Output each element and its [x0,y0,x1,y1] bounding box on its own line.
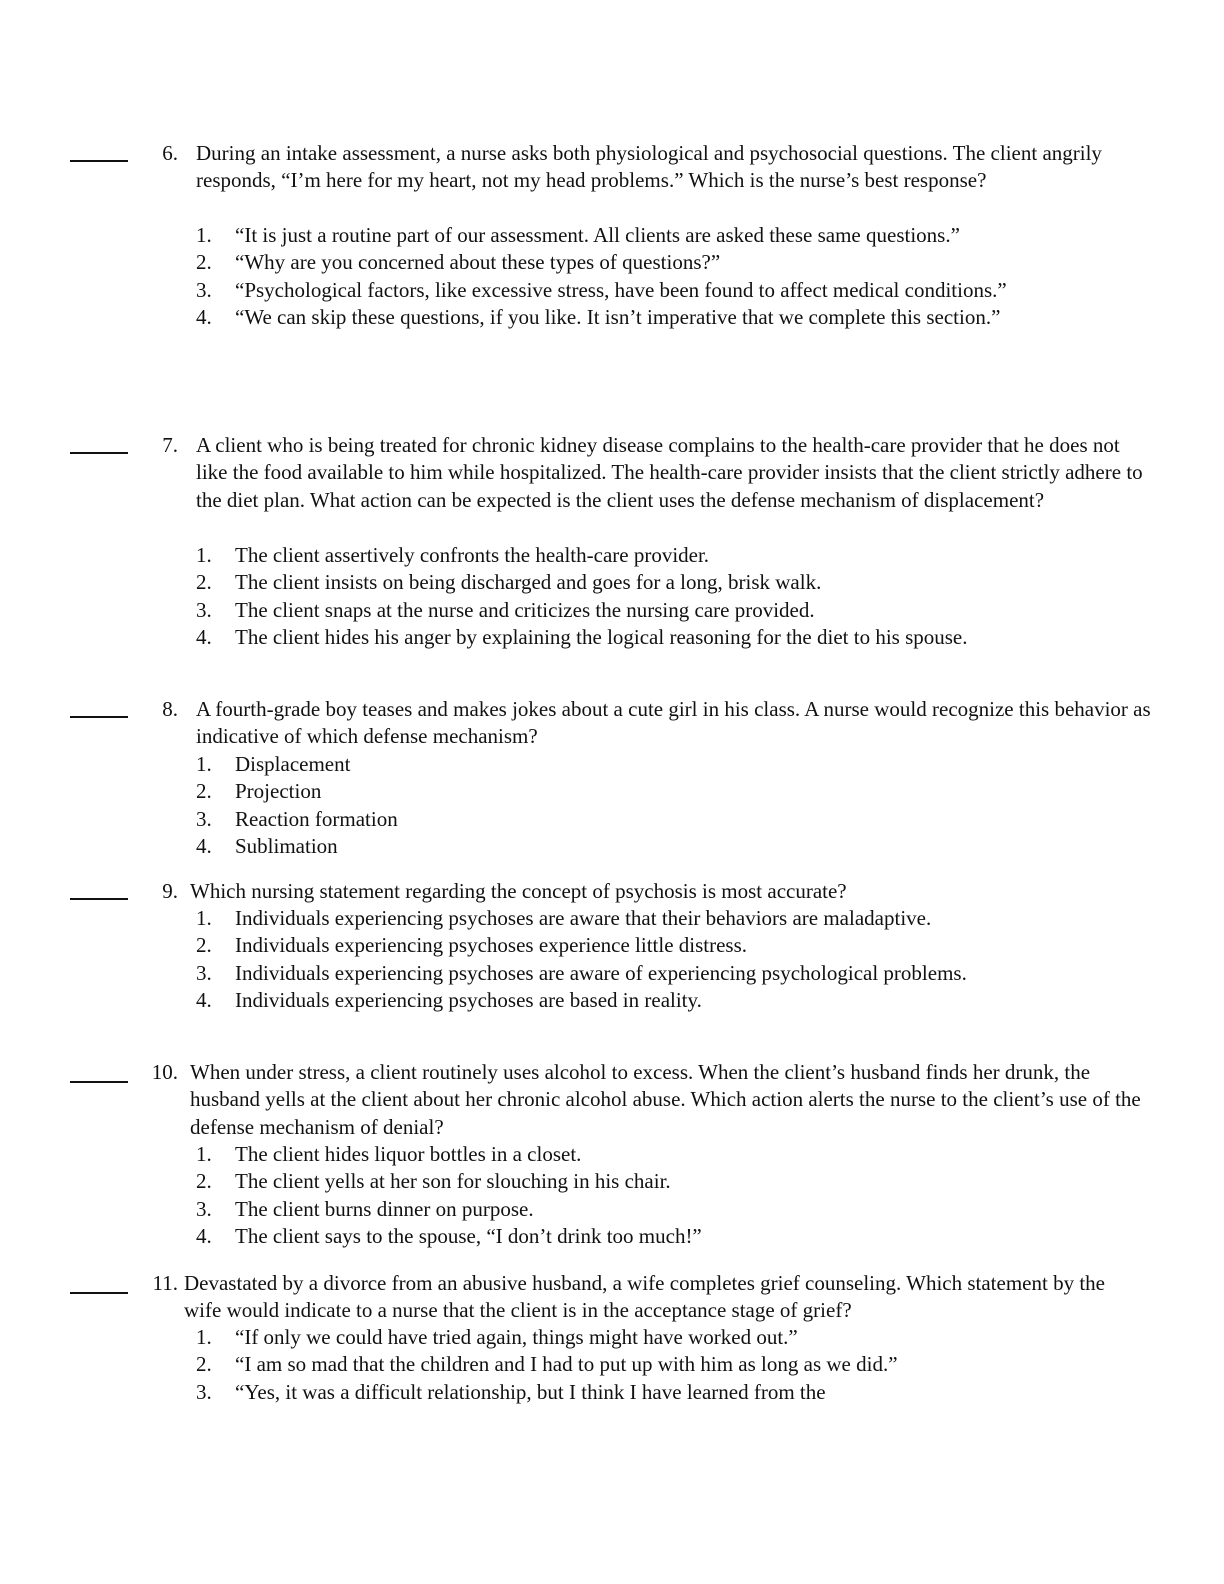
option-number: 4. [196,305,212,330]
option-text: “If only we could have tried again, things might have worked out.” [235,1325,798,1349]
option-number: 2. [196,1352,212,1377]
option-number: 3. [196,277,212,302]
question-number: 8. [162,697,178,721]
answer-option [196,778,1016,805]
answer-option [196,1196,1016,1223]
answer-options [196,222,1016,332]
answer-options [196,1324,1096,1406]
option-text: The client snaps at the nurse and criticizes the nursing care provided. [235,597,815,622]
answer-option [196,987,1056,1014]
option-text: “I am so mad that the children and I had to put up with him as long as we did.” [235,1352,898,1377]
answer-option [196,1141,1016,1168]
answer-options [196,542,1016,652]
option-number: 4. [196,625,212,650]
option-number: 3. [196,806,212,831]
question-number: 10. [151,1060,178,1084]
option-text: The client says to the spouse, “I don’t drink too much!” [235,1224,702,1249]
question-stem: A client who is being treated for chronic kidney disease complains to the health-care provider that he does not like the food available to him while hospitalized. The health-care provider insists that the client strictly adhere to the diet plan. What action can be expected is the client uses the defense mechanism of displacement? [196,433,1143,512]
answer-blank[interactable] [70,716,128,718]
answer-option [196,222,1016,249]
option-text: Individuals experiencing psychoses are aware of experiencing psychological problems. [235,960,967,985]
option-text: “It is just a routine part of our assessment. All clients are asked these same questions.” [235,223,960,247]
option-number: 3. [196,597,212,622]
option-text: Individuals experiencing psychoses are based in reality. [235,988,702,1013]
answer-options [196,905,1056,1015]
option-number: 1. [196,1325,212,1349]
option-text: The client hides liquor bottles in a closet. [235,1142,582,1166]
question-stem: Which nursing statement regarding the concept of psychosis is most accurate? [190,879,847,903]
option-number: 4. [196,1224,212,1249]
answer-option [196,597,1016,624]
question-stem: Devastated by a divorce from an abusive husband, a wife completes grief counseling. Which statement by the wife would indicate to a nurse that the client is in the acceptance stage of grief? [184,1271,1105,1323]
option-text: “Yes, it was a difficult relationship, but I think I have learned from the [235,1379,826,1404]
option-text: Sublimation [235,834,338,859]
option-number: 1. [196,752,212,776]
answer-option [196,249,1016,276]
question-stem: During an intake assessment, a nurse asks both physiological and psychosocial questions. The client angrily responds, “I’m here for my heart, not my head problems.” Which is the nurse’s best response? [196,141,1102,193]
option-text: Individuals experiencing psychoses are aware that their behaviors are maladaptive. [235,906,932,930]
option-number: 3. [196,1196,212,1221]
answer-options [196,1141,1016,1251]
answer-option [196,806,1016,833]
option-text: The client assertively confronts the health-care provider. [235,543,710,567]
option-text: Projection [235,779,322,804]
option-number: 4. [196,988,212,1013]
answer-option [196,932,1056,959]
answer-option [196,960,995,987]
option-number: 1. [196,543,212,567]
option-number: 2. [196,570,212,595]
option-number: 2. [196,779,212,804]
question-number: 11. [152,1271,178,1295]
option-text: Individuals experiencing psychoses experience little distress. [235,933,748,958]
option-text: Reaction formation [235,806,398,831]
option-text: The client hides his anger by explaining the logical reasoning for the diet to his spouse. [235,625,968,650]
option-number: 1. [196,1142,212,1166]
option-text: “Why are you concerned about these types of questions?” [235,250,721,275]
answer-option [196,1324,1096,1351]
answer-blank[interactable] [70,452,128,454]
answer-blank[interactable] [70,160,128,162]
answer-option [196,569,1016,596]
option-number: 2. [196,1169,212,1194]
option-number: 2. [196,933,212,958]
option-text: “Psychological factors, like excessive stress, have been found to affect medical conditions.” [235,277,1007,302]
answer-option [196,1351,1096,1378]
answer-option [196,833,1016,860]
answer-option [196,1223,1016,1250]
option-text: The client burns dinner on purpose. [235,1196,534,1221]
answer-blank[interactable] [70,898,128,900]
option-text: The client insists on being discharged and goes for a long, brisk walk. [235,570,822,595]
option-number: 3. [196,960,212,985]
answer-option [196,304,1016,331]
option-number: 1. [196,223,212,247]
answer-option [196,1168,1016,1195]
answer-option [196,542,1016,569]
option-number: 3. [196,1379,212,1404]
answer-option [196,751,1016,778]
answer-blank[interactable] [70,1292,128,1294]
answer-options [196,751,1016,861]
option-text: Displacement [235,752,351,776]
question-number: 7. [162,433,178,457]
option-text: The client yells at her son for slouching in his chair. [235,1169,671,1194]
answer-blank[interactable] [70,1081,128,1083]
answer-option [196,905,1056,932]
option-number: 4. [196,834,212,859]
question-stem: When under stress, a client routinely uses alcohol to excess. When the client’s husband finds her drunk, the husband yells at the client about her chronic alcohol abuse. Which action alerts the nurse to the client’s use of the defense mechanism of denial? [190,1060,1141,1139]
option-text: “We can skip these questions, if you like. It isn’t imperative that we complete this section.” [235,305,1001,330]
answer-option [196,624,1016,651]
question-stem: A fourth-grade boy teases and makes jokes about a cute girl in his class. A nurse would recognize this behavior as indicative of which defense mechanism? [196,697,1151,749]
answer-option [196,1379,1096,1406]
question-number: 6. [162,141,178,165]
option-number: 2. [196,250,212,275]
option-number: 1. [196,906,212,930]
question-number: 9. [162,879,178,903]
answer-option [196,277,1016,304]
